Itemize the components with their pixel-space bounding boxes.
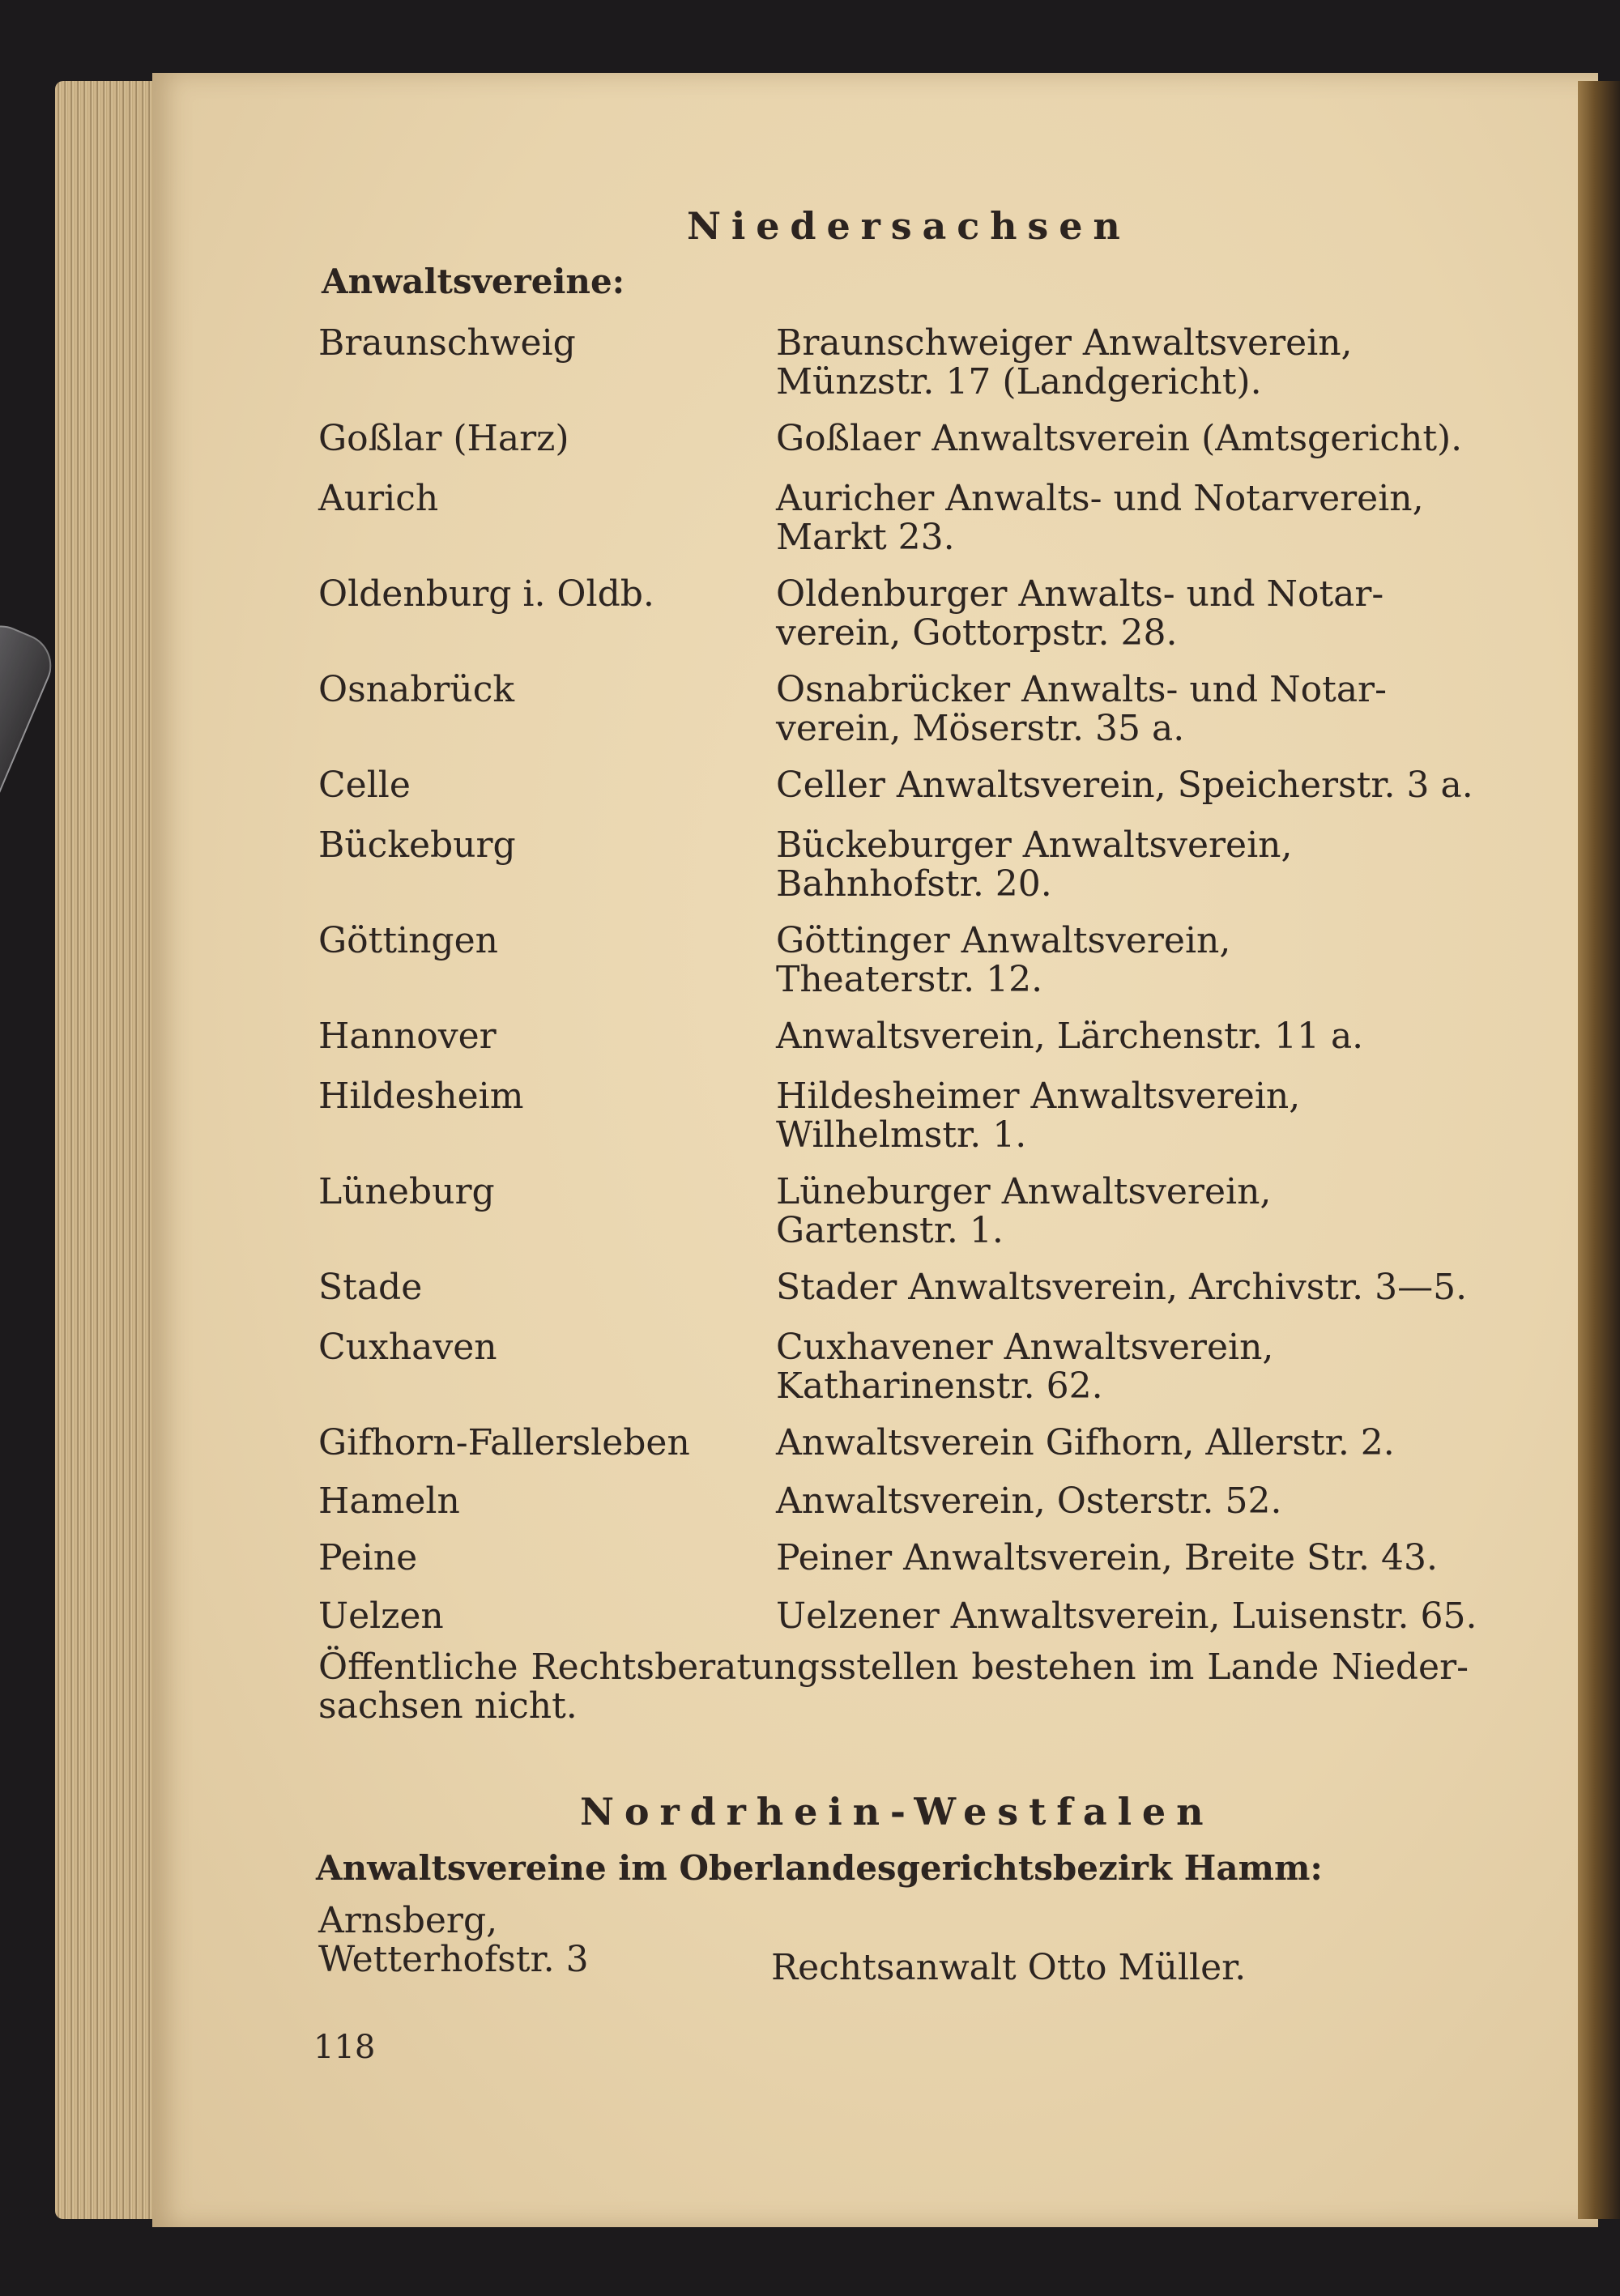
association-text: Goßlaer Anwaltsverein (Amtsgericht). xyxy=(776,418,1463,459)
association-text: Braunschweiger Anwaltsverein, Münzstr. 17 (Landgericht). xyxy=(776,322,1353,403)
association-text: Peiner Anwaltsverein, Breite Str. 43. xyxy=(776,1537,1438,1578)
place-name: Goßlar (Harz) xyxy=(318,418,569,459)
place-name: Uelzen xyxy=(318,1595,444,1637)
association-text: Rechtsanwalt Otto Müller. xyxy=(771,1947,1247,1988)
place-name: Oldenburg i. Oldb. xyxy=(318,573,654,615)
transparent-ruler xyxy=(0,616,62,1472)
association-text: Anwaltsverein Gifhorn, Allerstr. 2. xyxy=(776,1422,1395,1463)
page-number: 118 xyxy=(313,2029,376,2066)
section-title-nrw: Nordrhein-Westfalen xyxy=(580,1790,1214,1834)
section-heading-nrw: Anwaltsvereine im Oberlandesgerichtsbezirk Hamm: xyxy=(316,1848,1323,1888)
place-name: Hameln xyxy=(318,1480,460,1522)
place-name: Arnsberg, Wetterhofstr. 3 xyxy=(318,1900,589,1980)
place-name: Hannover xyxy=(318,1016,497,1057)
association-text: Hildesheimer Anwaltsverein, Wilhelmstr. 1. xyxy=(776,1076,1301,1156)
place-name: Celle xyxy=(318,765,411,806)
association-text: Auricher Anwalts- und Notarverein, Markt 23. xyxy=(776,478,1424,558)
place-name: Bückeburg xyxy=(318,824,516,866)
note-paragraph: Öffentliche Rechtsberatungsstellen bestehen im Lande Nieder-sachsen nicht. xyxy=(318,1646,1469,1727)
place-name: Lüneburg xyxy=(318,1171,495,1212)
association-text: Anwaltsverein, Osterstr. 52. xyxy=(776,1480,1282,1522)
place-name: Braunschweig xyxy=(318,322,576,364)
place-name: Aurich xyxy=(318,478,439,519)
page-edges xyxy=(55,81,160,2219)
association-text: Göttinger Anwaltsverein, Theaterstr. 12. xyxy=(776,920,1231,1000)
place-name: Hildesheim xyxy=(318,1076,524,1117)
association-text: Bückeburger Anwaltsverein, Bahnhofstr. 20. xyxy=(776,824,1293,905)
section-heading-niedersachsen: Anwaltsvereine: xyxy=(322,262,625,301)
place-name: Stade xyxy=(318,1267,423,1308)
place-name: Osnabrück xyxy=(318,669,515,710)
place-name: Gifhorn-Fallersleben xyxy=(318,1422,690,1463)
place-name: Göttingen xyxy=(318,920,498,961)
association-text: Oldenburger Anwalts- und Notar-verein, Gottorpstr. 28. xyxy=(776,573,1384,654)
place-name: Cuxhaven xyxy=(318,1327,497,1368)
place-name: Peine xyxy=(318,1537,418,1578)
book-spine xyxy=(1578,81,1620,2219)
association-text: Stader Anwaltsverein, Archivstr. 3—5. xyxy=(776,1267,1468,1308)
association-text: Uelzener Anwaltsverein, Luisenstr. 65. xyxy=(776,1595,1477,1637)
association-text: Celler Anwaltsverein, Speicherstr. 3 a. xyxy=(776,765,1473,806)
association-text: Cuxhavener Anwaltsverein, Katharinenstr. 62. xyxy=(776,1327,1274,1407)
association-text: Anwaltsverein, Lärchenstr. 11 a. xyxy=(776,1016,1364,1057)
section-title-niedersachsen: Niedersachsen xyxy=(687,204,1131,248)
association-text: Lüneburger Anwaltsverein, Gartenstr. 1. xyxy=(776,1171,1272,1251)
association-text: Osnabrücker Anwalts- und Notar-verein, Möserstr. 35 a. xyxy=(776,669,1387,749)
